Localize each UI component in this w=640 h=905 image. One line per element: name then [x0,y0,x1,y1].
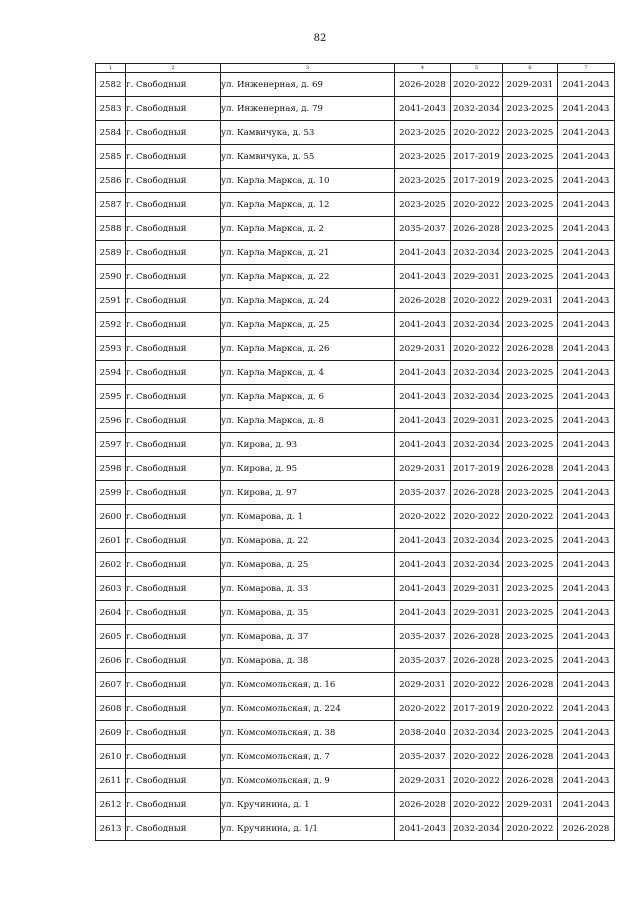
period-cell: 2041-2043 [558,121,615,145]
table-row [96,385,615,409]
row-number: 2610 [96,745,126,769]
address-cell: ул. Карла Маркса, д. 12 [221,193,395,217]
address-cell: ул. Комсомольская, д. 38 [221,721,395,745]
period-cell: 2026-2028 [503,769,558,793]
city-cell: г. Свободный [126,505,221,529]
address-cell: ул. Комарова, д. 38 [221,649,395,673]
period-cell: 2035-2037 [395,481,451,505]
row-number: 2587 [96,193,126,217]
row-number: 2593 [96,337,126,361]
table-row [96,529,615,553]
period-cell: 2023-2025 [503,625,558,649]
address-cell: ул. Кручинина, д. 1/1 [221,817,395,841]
period-cell: 2020-2022 [451,793,503,817]
period-cell: 2041-2043 [395,97,451,121]
city-cell: г. Свободный [126,289,221,313]
period-cell: 2029-2031 [451,577,503,601]
period-cell: 2026-2028 [395,73,451,97]
period-cell: 2026-2028 [395,289,451,313]
period-cell: 2017-2019 [451,169,503,193]
period-cell: 2023-2025 [503,241,558,265]
city-cell: г. Свободный [126,121,221,145]
row-number: 2608 [96,697,126,721]
city-cell: г. Свободный [126,337,221,361]
address-cell: ул. Карла Маркса, д. 22 [221,265,395,289]
row-number: 2599 [96,481,126,505]
table-row [96,97,615,121]
row-number: 2612 [96,793,126,817]
row-number: 2602 [96,553,126,577]
period-cell: 2020-2022 [451,193,503,217]
address-cell: ул. Карла Маркса, д. 2 [221,217,395,241]
table-row [96,793,615,817]
address-cell: ул. Комарова, д. 33 [221,577,395,601]
period-cell: 2041-2043 [558,697,615,721]
period-cell: 2041-2043 [558,361,615,385]
row-number: 2609 [96,721,126,745]
address-cell: ул. Кирова, д. 95 [221,457,395,481]
period-cell: 2023-2025 [503,193,558,217]
period-cell: 2041-2043 [558,577,615,601]
address-cell: ул. Комсомольская, д. 224 [221,697,395,721]
address-cell: ул. Комарова, д. 25 [221,553,395,577]
period-cell: 2023-2025 [503,553,558,577]
period-cell: 2026-2028 [558,817,615,841]
city-cell: г. Свободный [126,409,221,433]
period-cell: 2041-2043 [558,97,615,121]
city-cell: г. Свободный [126,265,221,289]
period-cell: 2041-2043 [395,601,451,625]
period-cell: 2032-2034 [451,361,503,385]
period-cell: 2041-2043 [558,73,615,97]
table-row [96,145,615,169]
period-cell: 2026-2028 [503,745,558,769]
address-cell: ул. Карла Маркса, д. 21 [221,241,395,265]
address-cell: ул. Карла Маркса, д. 10 [221,169,395,193]
row-number: 2586 [96,169,126,193]
table-row [96,577,615,601]
period-cell: 2023-2025 [503,313,558,337]
period-cell: 2041-2043 [558,193,615,217]
table-row [96,817,615,841]
address-cell: ул. Кручинина, д. 1 [221,793,395,817]
period-cell: 2041-2043 [558,145,615,169]
city-cell: г. Свободный [126,73,221,97]
table-body [96,73,615,841]
row-number: 2613 [96,817,126,841]
period-cell: 2032-2034 [451,553,503,577]
row-number: 2606 [96,649,126,673]
period-cell: 2023-2025 [503,601,558,625]
row-number: 2601 [96,529,126,553]
period-cell: 2029-2031 [395,457,451,481]
column-number-header: 5 [451,64,503,73]
city-cell: г. Свободный [126,481,221,505]
period-cell: 2023-2025 [503,433,558,457]
period-cell: 2041-2043 [558,793,615,817]
period-cell: 2032-2034 [451,241,503,265]
table-row [96,625,615,649]
period-cell: 2041-2043 [395,577,451,601]
address-cell: ул. Кирова, д. 93 [221,433,395,457]
table-row [96,169,615,193]
period-cell: 2023-2025 [395,145,451,169]
period-cell: 2041-2043 [558,337,615,361]
period-cell: 2017-2019 [451,457,503,481]
row-number: 2583 [96,97,126,121]
address-cell: ул. Инженерная, д. 69 [221,73,395,97]
period-cell: 2020-2022 [451,121,503,145]
period-cell: 2029-2031 [451,265,503,289]
period-cell: 2041-2043 [395,313,451,337]
period-cell: 2026-2028 [451,625,503,649]
period-cell: 2038-2040 [395,721,451,745]
city-cell: г. Свободный [126,97,221,121]
period-cell: 2023-2025 [503,265,558,289]
table-row [96,313,615,337]
period-cell: 2020-2022 [395,505,451,529]
city-cell: г. Свободный [126,793,221,817]
period-cell: 2041-2043 [395,817,451,841]
period-cell: 2029-2031 [395,769,451,793]
city-cell: г. Свободный [126,457,221,481]
city-cell: г. Свободный [126,769,221,793]
period-cell: 2026-2028 [451,649,503,673]
period-cell: 2032-2034 [451,313,503,337]
period-cell: 2041-2043 [395,385,451,409]
city-cell: г. Свободный [126,553,221,577]
period-cell: 2041-2043 [558,625,615,649]
city-cell: г. Свободный [126,601,221,625]
period-cell: 2041-2043 [395,265,451,289]
city-cell: г. Свободный [126,217,221,241]
period-cell: 2041-2043 [558,553,615,577]
period-cell: 2032-2034 [451,97,503,121]
address-cell: ул. Карла Маркса, д. 4 [221,361,395,385]
period-cell: 2041-2043 [558,769,615,793]
period-cell: 2026-2028 [451,217,503,241]
period-cell: 2041-2043 [558,241,615,265]
period-cell: 2032-2034 [451,721,503,745]
period-cell: 2023-2025 [395,121,451,145]
row-number: 2603 [96,577,126,601]
period-cell: 2023-2025 [503,361,558,385]
period-cell: 2020-2022 [503,817,558,841]
row-number: 2585 [96,145,126,169]
period-cell: 2032-2034 [451,529,503,553]
period-cell: 2041-2043 [558,217,615,241]
address-cell: ул. Комсомольская, д. 16 [221,673,395,697]
column-number-header: 1 [96,64,126,73]
city-cell: г. Свободный [126,577,221,601]
address-cell: ул. Комарова, д. 37 [221,625,395,649]
period-cell: 2026-2028 [451,481,503,505]
table-row [96,505,615,529]
period-cell: 2020-2022 [451,673,503,697]
period-cell: 2023-2025 [503,649,558,673]
table-row [96,553,615,577]
period-cell: 2023-2025 [503,529,558,553]
row-number: 2596 [96,409,126,433]
period-cell: 2041-2043 [558,313,615,337]
city-cell: г. Свободный [126,529,221,553]
table-row [96,217,615,241]
address-cell: ул. Кирова, д. 97 [221,481,395,505]
period-cell: 2026-2028 [395,793,451,817]
table-row [96,265,615,289]
period-cell: 2041-2043 [558,289,615,313]
period-cell: 2032-2034 [451,433,503,457]
table-row [96,409,615,433]
row-number: 2607 [96,673,126,697]
period-cell: 2032-2034 [451,817,503,841]
address-cell: ул. Карла Маркса, д. 24 [221,289,395,313]
period-cell: 2017-2019 [451,145,503,169]
table-row [96,481,615,505]
period-cell: 2023-2025 [503,721,558,745]
period-cell: 2041-2043 [395,361,451,385]
city-cell: г. Свободный [126,625,221,649]
period-cell: 2041-2043 [558,409,615,433]
table-row [96,121,615,145]
city-cell: г. Свободный [126,649,221,673]
address-cell: ул. Карла Маркса, д. 26 [221,337,395,361]
row-number: 2590 [96,265,126,289]
row-number: 2592 [96,313,126,337]
table-row [96,649,615,673]
address-cell: ул. Камвичука, д. 53 [221,121,395,145]
period-cell: 2020-2022 [451,73,503,97]
table-row [96,193,615,217]
city-cell: г. Свободный [126,145,221,169]
period-cell: 2026-2028 [503,673,558,697]
period-cell: 2041-2043 [395,241,451,265]
row-number: 2588 [96,217,126,241]
row-number: 2598 [96,457,126,481]
period-cell: 2041-2043 [558,265,615,289]
column-number-header: 2 [126,64,221,73]
period-cell: 2017-2019 [451,697,503,721]
address-cell: ул. Комарова, д. 1 [221,505,395,529]
period-cell: 2041-2043 [558,169,615,193]
period-cell: 2026-2028 [503,457,558,481]
period-cell: 2023-2025 [503,97,558,121]
row-number: 2600 [96,505,126,529]
address-cell: ул. Карла Маркса, д. 25 [221,313,395,337]
table-row [96,241,615,265]
column-number-header: 4 [395,64,451,73]
period-cell: 2020-2022 [451,289,503,313]
row-number: 2582 [96,73,126,97]
period-cell: 2041-2043 [558,505,615,529]
period-cell: 2020-2022 [451,745,503,769]
period-cell: 2035-2037 [395,649,451,673]
period-cell: 2041-2043 [558,385,615,409]
period-cell: 2041-2043 [558,481,615,505]
period-cell: 2041-2043 [558,529,615,553]
city-cell: г. Свободный [126,697,221,721]
column-number-header: 3 [221,64,395,73]
period-cell: 2023-2025 [503,145,558,169]
period-cell: 2041-2043 [395,529,451,553]
period-cell: 2041-2043 [558,601,615,625]
address-cell: ул. Комарова, д. 22 [221,529,395,553]
period-cell: 2041-2043 [558,649,615,673]
period-cell: 2032-2034 [451,385,503,409]
period-cell: 2041-2043 [558,673,615,697]
period-cell: 2029-2031 [503,793,558,817]
period-cell: 2029-2031 [451,601,503,625]
period-cell: 2029-2031 [395,337,451,361]
period-cell: 2041-2043 [558,433,615,457]
city-cell: г. Свободный [126,169,221,193]
address-cell: ул. Комсомольская, д. 9 [221,769,395,793]
period-cell: 2035-2037 [395,745,451,769]
row-number: 2604 [96,601,126,625]
city-cell: г. Свободный [126,721,221,745]
table-row [96,433,615,457]
address-cell: ул. Комсомольская, д. 7 [221,745,395,769]
address-cell: ул. Карла Маркса, д. 6 [221,385,395,409]
period-cell: 2041-2043 [558,745,615,769]
period-cell: 2023-2025 [395,193,451,217]
table-row [96,361,615,385]
period-cell: 2041-2043 [558,721,615,745]
table-row [96,457,615,481]
period-cell: 2029-2031 [451,409,503,433]
period-cell: 2023-2025 [503,169,558,193]
city-cell: г. Свободный [126,745,221,769]
period-cell: 2029-2031 [503,289,558,313]
period-cell: 2023-2025 [395,169,451,193]
table-row [96,73,615,97]
table-row [96,289,615,313]
address-cell: ул. Инженерная, д. 79 [221,97,395,121]
column-number-header: 7 [558,64,615,73]
row-number: 2594 [96,361,126,385]
city-cell: г. Свободный [126,361,221,385]
city-cell: г. Свободный [126,673,221,697]
city-cell: г. Свободный [126,193,221,217]
table-row [96,337,615,361]
row-number: 2611 [96,769,126,793]
column-number-header: 6 [503,64,558,73]
period-cell: 2029-2031 [503,73,558,97]
address-cell: ул. Комарова, д. 35 [221,601,395,625]
city-cell: г. Свободный [126,241,221,265]
period-cell: 2035-2037 [395,625,451,649]
table-row [96,601,615,625]
period-cell: 2023-2025 [503,217,558,241]
period-cell: 2020-2022 [503,505,558,529]
period-cell: 2020-2022 [451,769,503,793]
row-number: 2591 [96,289,126,313]
table-header-row [96,64,615,73]
period-cell: 2029-2031 [395,673,451,697]
row-number: 2584 [96,121,126,145]
period-cell: 2026-2028 [503,337,558,361]
city-cell: г. Свободный [126,433,221,457]
period-cell: 2041-2043 [395,553,451,577]
address-cell: ул. Камвичука, д. 55 [221,145,395,169]
address-cell: ул. Карла Маркса, д. 8 [221,409,395,433]
period-cell: 2020-2022 [395,697,451,721]
row-number: 2595 [96,385,126,409]
period-cell: 2023-2025 [503,481,558,505]
period-cell: 2041-2043 [558,457,615,481]
period-cell: 2023-2025 [503,121,558,145]
housing-registry-table [95,63,615,841]
period-cell: 2035-2037 [395,217,451,241]
row-number: 2605 [96,625,126,649]
period-cell: 2020-2022 [503,697,558,721]
period-cell: 2023-2025 [503,577,558,601]
table-row [96,697,615,721]
table-row [96,745,615,769]
city-cell: г. Свободный [126,313,221,337]
period-cell: 2023-2025 [503,409,558,433]
table-row [96,721,615,745]
page-number: 82 [313,33,327,44]
period-cell: 2023-2025 [503,385,558,409]
period-cell: 2041-2043 [395,433,451,457]
period-cell: 2020-2022 [451,505,503,529]
city-cell: г. Свободный [126,385,221,409]
table-row [96,673,615,697]
period-cell: 2041-2043 [395,409,451,433]
city-cell: г. Свободный [126,817,221,841]
row-number: 2589 [96,241,126,265]
period-cell: 2020-2022 [451,337,503,361]
table-row [96,769,615,793]
row-number: 2597 [96,433,126,457]
